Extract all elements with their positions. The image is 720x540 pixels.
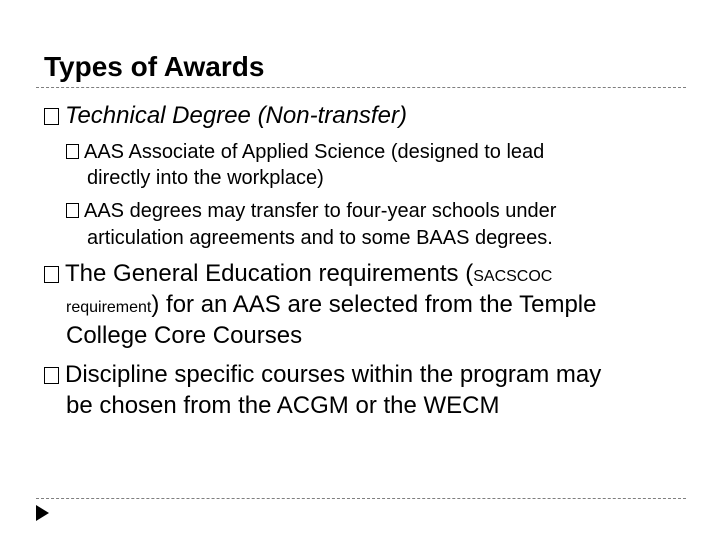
sub-bullet-aas-transfer — [66, 199, 556, 223]
play-arrow-icon[interactable] — [36, 505, 49, 521]
sub-bullet-aas-transfer-line2: articulation agreements and to some BAAS degrees. — [87, 227, 553, 249]
checkbox-bullet-icon — [66, 144, 79, 159]
sacscoc-label: SACSCOC — [473, 268, 553, 285]
bullet-general-education-line3: College Core Courses — [66, 322, 303, 349]
sub-bullet-aas-transfer-continuation — [87, 226, 553, 250]
bullet-discipline-continuation — [66, 392, 500, 420]
sub-bullet-aas-associate-line1: AAS Associate of Applied Science (designed to lead — [84, 141, 545, 163]
checkbox-bullet-icon — [44, 367, 59, 384]
bullet-general-education-continuation-2 — [66, 322, 302, 350]
requirement-label: requirement — [66, 299, 152, 316]
sub-bullet-aas-transfer-line1: AAS degrees may transfer to four-year schools under — [84, 200, 557, 222]
checkbox-bullet-icon — [44, 266, 59, 283]
bullet-discipline-line2: be chosen from the ACGM or the WECM — [66, 392, 500, 419]
bullet-discipline — [44, 361, 601, 389]
bullet-technical-degree — [44, 102, 407, 130]
checkbox-bullet-icon — [44, 108, 59, 125]
bottom-divider — [36, 498, 686, 499]
slide-title: Types of Awards — [44, 51, 265, 82]
sub-bullet-aas-associate — [66, 140, 544, 164]
sub-bullet-aas-associate-line2: directly into the workplace) — [87, 167, 324, 189]
bullet-general-education-line2: ) for an AAS are selected from the Temple — [151, 291, 597, 318]
bullet-general-education — [44, 260, 552, 291]
bullet-general-education-line1: The General Education requirements ( — [65, 260, 474, 287]
bullet-discipline-line1: Discipline specific courses within the program may — [65, 361, 602, 388]
sub-bullet-aas-associate-continuation — [87, 166, 324, 190]
top-divider — [36, 87, 686, 88]
bullet-general-education-continuation — [66, 291, 597, 322]
checkbox-bullet-icon — [66, 203, 79, 218]
bullet-technical-label: Technical Degree (Non-transfer) — [65, 102, 407, 129]
